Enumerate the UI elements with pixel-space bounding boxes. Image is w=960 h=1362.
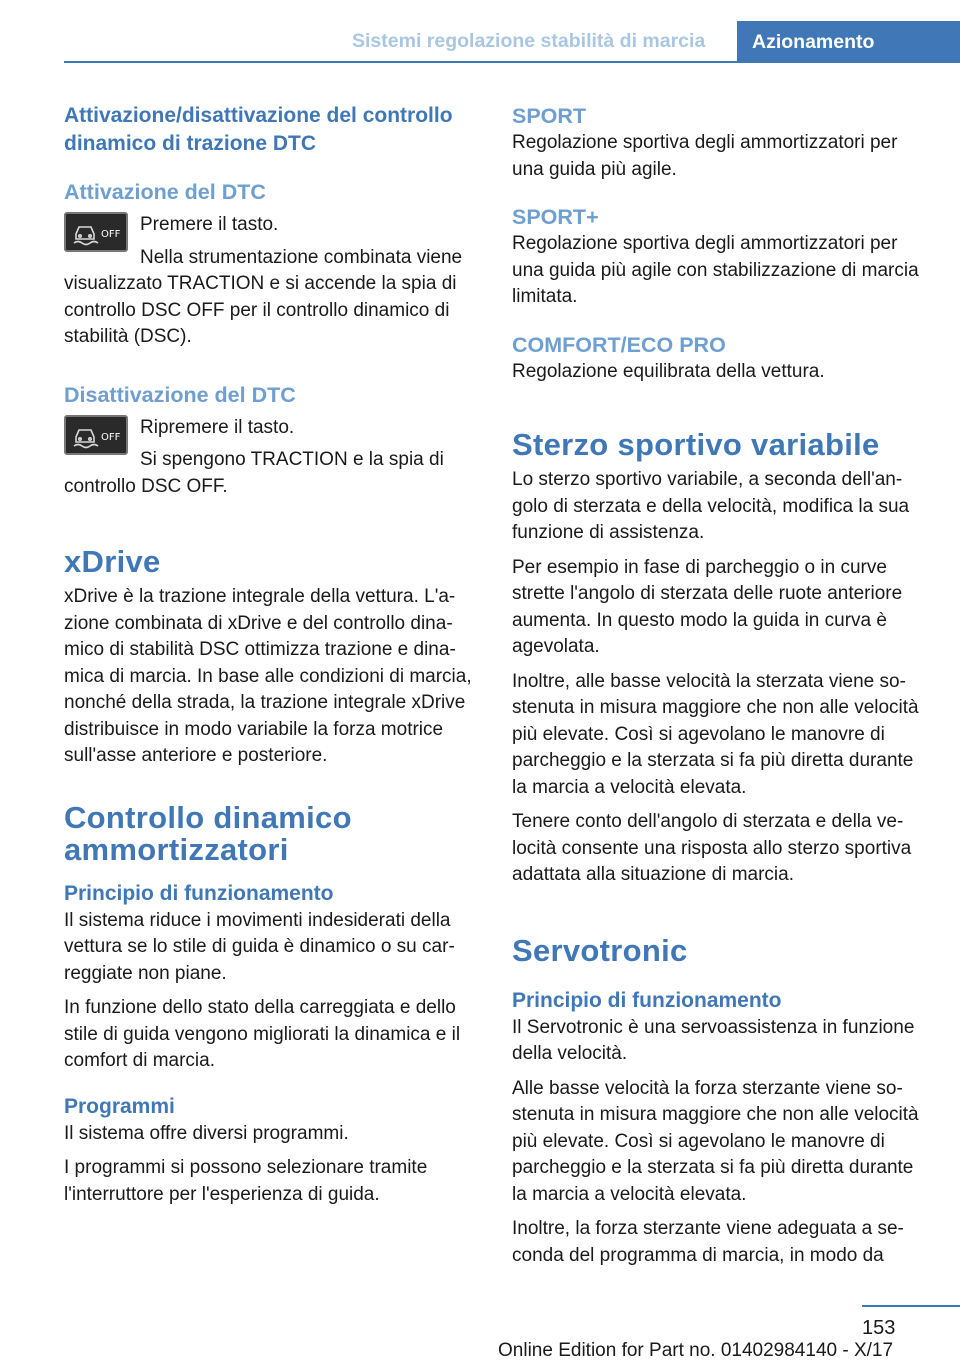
footer-rule [862,1305,960,1307]
dtc-title: Attivazione/disattivazione del controllo dinamico di trazione DTC [64,104,453,155]
sportplus-text: Regolazione sportiva degli ammortizzatori per una guida più agile con stabilizzazione di marcia limitata. [512,233,919,307]
dtc-off-button-icon [64,212,128,252]
dtc-deactivate-step1: Ripremere il tasto. [140,416,295,438]
page-number: 153 [862,1317,896,1339]
dtc-deactivate-step [64,415,478,442]
dtc-activate-step [64,212,478,239]
edition-note: Online Edition for Part no. 01402984140 - X/17 [498,1340,894,1361]
programs-p1: Il sistema offre diversi programmi. [64,1122,349,1144]
programs-p2: I programmi si possono selezionare tramite l'interruttore per l'esperienza di guida. [64,1157,428,1205]
dtc-off-button-icon [64,415,128,455]
right-column [512,102,928,1269]
header-rule [64,61,960,63]
damper-principle-p1: Il sistema riduce i movimenti indesiderati della vettura se lo stile di guida è dinamico o su carreggiate non piane. [64,909,455,984]
header-chapter-tab: Azionamento [737,21,960,61]
xdrive-heading: xDrive [64,544,161,579]
steering-p2: Per esempio in fase di parcheggio o in curve strette l'angolo di sterzata delle ruote anteriore aumenta. In questo modo la guida in curva è agevolata. [512,556,903,657]
damper-principle-heading: Principio di funzionamento [64,881,334,905]
sportplus-heading: SPORT+ [512,205,599,229]
svg-text:OFF: OFF [101,229,121,240]
steering-p1: Lo sterzo sportivo variabile, a seconda dell'angolo di sterzata e della velocità, modifica la sua funzione di assistenza. [512,469,910,543]
servotronic-heading: Servotronic [512,932,688,968]
page-header [0,0,960,62]
steering-p4: Tenere conto dell'angolo di sterzata e della velocità consente una risposta allo sterzo sportiva adattata alla situazione di marcia. [512,811,912,885]
comfort-text: Regolazione equilibrata della vettura. [512,360,825,382]
dtc-activate-step2: Nella strumentazione combinata viene visualizzato TRACTION e si accende la spia di controllo DSC OFF per il controllo dinamico di stabilità (DSC). [64,246,463,347]
dtc-deactivate-heading: Disattivazione del DTC [64,382,296,407]
servotronic-p3: Inoltre, la forza sterzante viene adeguata a seconda del programma di marcia, in modo da [512,1218,904,1266]
servotronic-p2: Alle basse velocità la forza sterzante viene sostenuta in misura maggiore che non alle velocità più elevate. Così si agevolano le manovre di parcheggio e la sterzata si fa più diretta durante la marcia a velocità elevata. [512,1077,919,1205]
servotronic-principle-heading: Principio di funzionamento [512,988,782,1012]
left-column [64,102,478,1208]
sport-text: Regolazione sportiva degli ammortizzatori per una guida più agile. [512,132,898,180]
steering-heading: Sterzo sportivo variabile [512,427,880,462]
svg-text:OFF: OFF [101,431,121,443]
dtc-activate-heading: Attivazione del DTC [64,180,266,204]
damper-heading: Controllo dinamico ammortizzatori [64,799,352,867]
programs-heading: Programmi [64,1094,175,1118]
dtc-activate-step1: Premere il tasto. [140,214,279,235]
servotronic-p1: Il Servotronic è una servoassistenza in funzione della velocità. [512,1016,915,1064]
sport-heading: SPORT [512,104,587,128]
header-section-title: Sistemi regolazione stabilità di marcia [352,30,706,52]
comfort-heading: COMFORT/ECO PRO [512,332,726,357]
damper-principle-p2: In funzione dello stato della carreggiata e dello stile di guida vengono migliorati la dinamica e il comfort di marcia. [64,997,461,1071]
xdrive-text: xDrive è la trazione integrale della vettura. L'azione combinata di xDrive e del controllo dinamico di stabilità DSC ottimizza trazione e dinamica di marcia. In base alle condizioni di marcia, nonché della strada, la trazione integrale xDrive distribuisce in modo variabile la forza motrice sull'asse anteriore e posteriore. [64,586,472,766]
dtc-deactivate-step2: Si spengono TRACTION e la spia di controllo DSC OFF. [64,449,444,497]
steering-p3: Inoltre, alle basse velocità la sterzata viene sostenuta in misura maggiore che non alle velocità più elevate. Così si agevolano le manovre di parcheggio e la sterzata si fa più diretta durante la marcia a velocità elevata. [512,670,919,798]
